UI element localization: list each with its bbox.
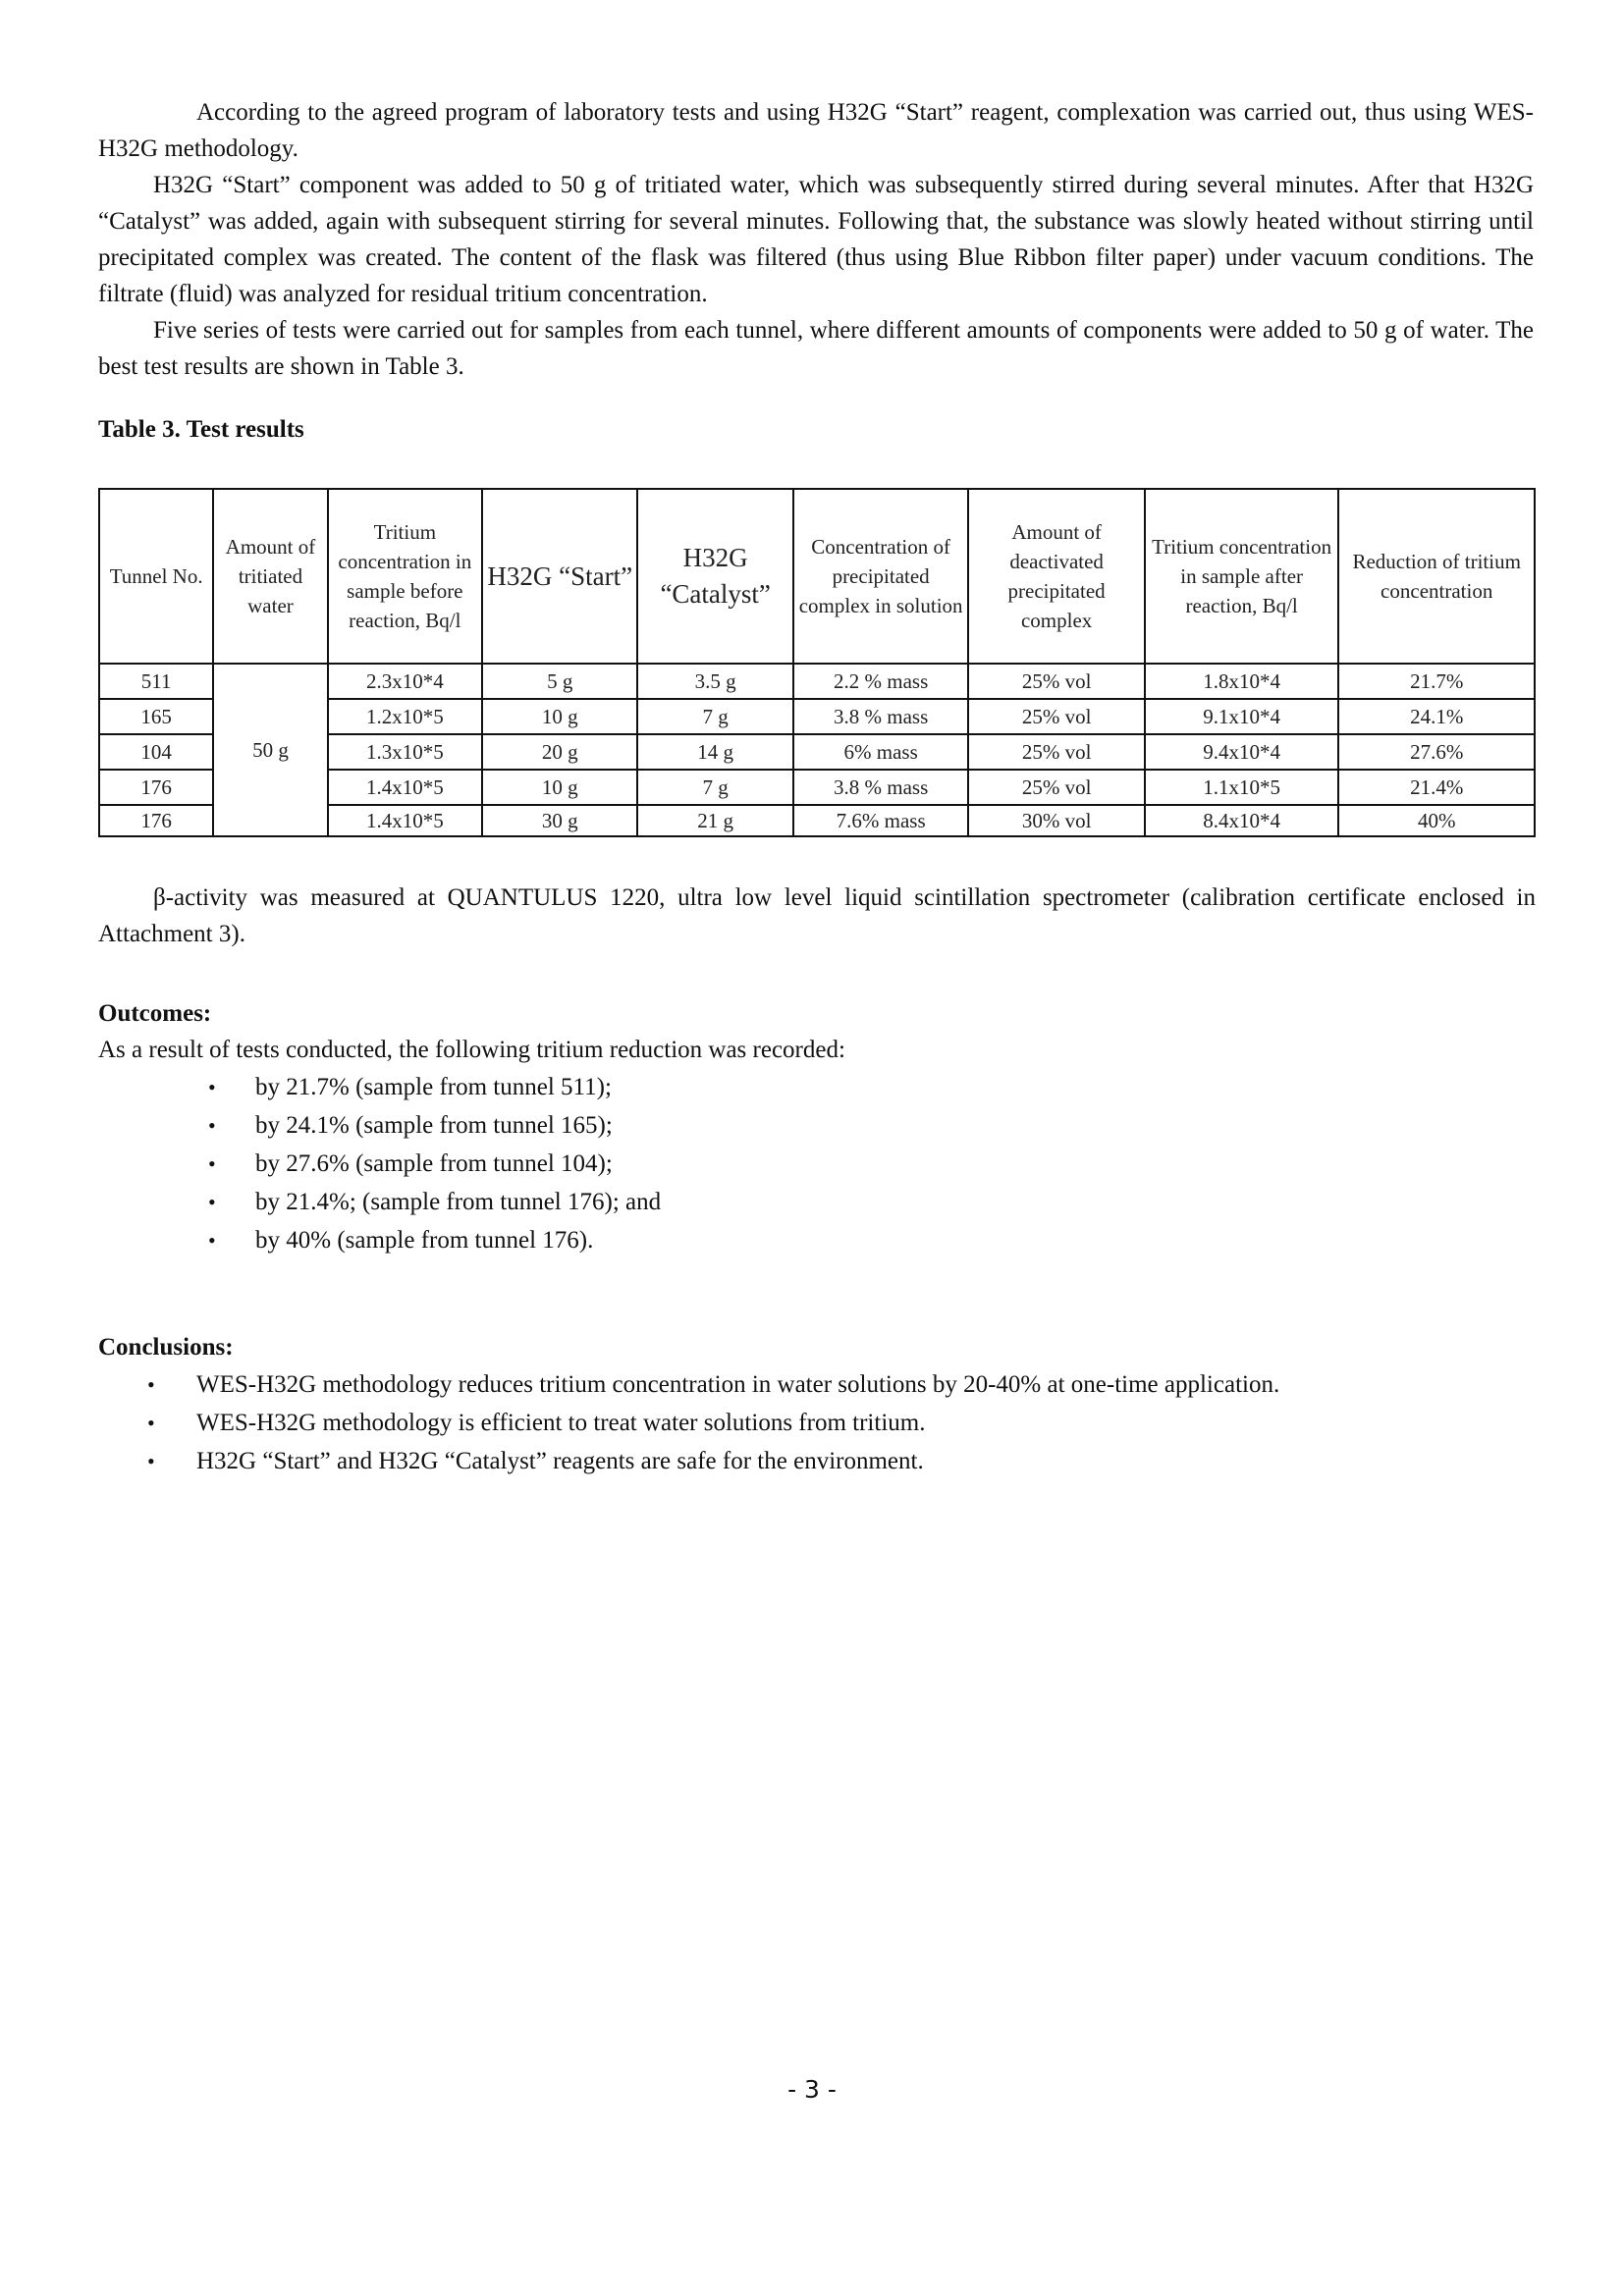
list-item-text: by 27.6% (sample from tunnel 104);	[255, 1150, 613, 1177]
bullet-icon: •	[147, 1411, 155, 1435]
cell-before: 1.2x10*5	[328, 699, 482, 734]
cell-before: 1.4x10*5	[328, 805, 482, 836]
table-title: Table 3. Test results	[98, 416, 304, 443]
cell-tunnel: 165	[99, 699, 213, 734]
list-item-text: by 21.4%; (sample from tunnel 176); and	[255, 1189, 662, 1215]
results-table	[98, 488, 1536, 837]
list-item-text: by 21.7% (sample from tunnel 511);	[255, 1074, 612, 1100]
bullet-icon: •	[208, 1075, 216, 1099]
conclusions-heading: Conclusions:	[98, 1334, 234, 1361]
list-item-text: by 40% (sample from tunnel 176).	[255, 1227, 594, 1254]
cell-start: 10 g	[482, 699, 637, 734]
cell-reduction: 21.4%	[1338, 770, 1535, 805]
outcomes-intro: As a result of tests conducted, the following tritium reduction was recorded:	[98, 1037, 845, 1063]
list-item	[98, 1221, 1536, 1259]
cell-catalyst: 14 g	[637, 734, 792, 770]
cell-after: 8.4x10*4	[1145, 805, 1339, 836]
cell-reduction: 21.7%	[1338, 664, 1535, 699]
header-concentration: Concentration of precipitated complex in solution	[793, 489, 968, 664]
cell-start: 20 g	[482, 734, 637, 770]
header-catalyst: H32G “Catalyst”	[637, 489, 792, 664]
intro-section	[98, 94, 1534, 385]
cell-start: 5 g	[482, 664, 637, 699]
cell-tunnel: 176	[99, 805, 213, 836]
cell-deactivated: 25% vol	[968, 770, 1144, 805]
cell-deactivated: 30% vol	[968, 805, 1144, 836]
list-item	[98, 1068, 1536, 1106]
list-item	[98, 1106, 1536, 1145]
cell-catalyst: 7 g	[637, 699, 792, 734]
bullet-icon: •	[208, 1113, 216, 1138]
intro-paragraph-2: H32G “Start” component was added to 50 g of tritiated water, which was subsequently stirred during several minutes. After that H32G “Catalyst” was added, again with subsequent stirring for several minutes. Following that, the substance was slowly heated without stirring until precipitated complex was created. The content of the flask was filtered (thus using Blue Ribbon filter paper) under vacuum conditions. The filtrate (fluid) was analyzed for residual tritium concentration.	[98, 172, 1534, 307]
cell-after: 9.1x10*4	[1145, 699, 1339, 734]
list-item-text: WES-H32G methodology is efficient to treat water solutions from tritium.	[196, 1410, 926, 1436]
bullet-icon: •	[208, 1151, 216, 1176]
cell-tunnel: 511	[99, 664, 213, 699]
table-row	[99, 664, 1535, 699]
cell-before: 2.3x10*4	[328, 664, 482, 699]
cell-start: 30 g	[482, 805, 637, 836]
header-before: Tritium concentration in sample before reaction, Bq/l	[328, 489, 482, 664]
table-header-row	[99, 489, 1535, 664]
page-number: - 3 -	[787, 2075, 837, 2104]
header-tunnel: Tunnel No.	[99, 489, 213, 664]
intro-paragraph-1: According to the agreed program of laboratory tests and using H32G “Start” reagent, complexation was carried out, thus using WES-H32G methodology.	[98, 99, 1534, 162]
cell-reduction: 24.1%	[1338, 699, 1535, 734]
cell-concentration: 2.2 % mass	[793, 664, 968, 699]
outcomes-section	[98, 995, 1536, 1259]
cell-concentration: 6% mass	[793, 734, 968, 770]
cell-tunnel: 104	[99, 734, 213, 770]
measurement-paragraph: β-activity was measured at QUANTULUS 1220, ultra low level liquid scintillation spectrometer (calibration certificate enclosed in Attachment 3).	[98, 884, 1536, 947]
list-item	[98, 1442, 1536, 1480]
list-item-text: H32G “Start” and H32G “Catalyst” reagents are safe for the environment.	[196, 1448, 924, 1474]
cell-after: 1.1x10*5	[1145, 770, 1339, 805]
header-deactivated: Amount of deactivated precipitated complex	[968, 489, 1144, 664]
cell-deactivated: 25% vol	[968, 699, 1144, 734]
list-item	[98, 1145, 1536, 1183]
bullet-icon: •	[147, 1372, 155, 1397]
list-item	[98, 1183, 1536, 1221]
bullet-icon: •	[208, 1190, 216, 1214]
cell-before: 1.3x10*5	[328, 734, 482, 770]
cell-catalyst: 3.5 g	[637, 664, 792, 699]
header-after: Tritium concentration in sample after reaction, Bq/l	[1145, 489, 1339, 664]
cell-after: 1.8x10*4	[1145, 664, 1339, 699]
cell-after: 9.4x10*4	[1145, 734, 1339, 770]
outcomes-heading: Outcomes:	[98, 1000, 212, 1027]
cell-catalyst: 7 g	[637, 770, 792, 805]
cell-reduction: 27.6%	[1338, 734, 1535, 770]
outcomes-list	[98, 1068, 1536, 1259]
header-reduction: Reduction of tritium concentration	[1338, 489, 1535, 664]
cell-concentration: 7.6% mass	[793, 805, 968, 836]
list-item-text: WES-H32G methodology reduces tritium concentration in water solutions by 20-40% at one-time application.	[196, 1371, 1280, 1398]
conclusions-section	[98, 1329, 1536, 1480]
cell-deactivated: 25% vol	[968, 664, 1144, 699]
bullet-icon: •	[147, 1449, 155, 1473]
list-item-text: by 24.1% (sample from tunnel 165);	[255, 1112, 613, 1139]
cell-deactivated: 25% vol	[968, 734, 1144, 770]
cell-concentration: 3.8 % mass	[793, 699, 968, 734]
header-water: Amount of tritiated water	[213, 489, 327, 664]
measurement-section	[98, 880, 1536, 952]
header-start: H32G “Start”	[482, 489, 637, 664]
bullet-icon: •	[208, 1228, 216, 1253]
cell-tunnel: 176	[99, 770, 213, 805]
cell-catalyst: 21 g	[637, 805, 792, 836]
list-item	[98, 1404, 1536, 1442]
cell-before: 1.4x10*5	[328, 770, 482, 805]
cell-concentration: 3.8 % mass	[793, 770, 968, 805]
cell-reduction: 40%	[1338, 805, 1535, 836]
conclusions-list	[98, 1365, 1536, 1480]
list-item	[98, 1365, 1536, 1404]
cell-water: 50 g	[213, 664, 327, 836]
cell-start: 10 g	[482, 770, 637, 805]
intro-paragraph-3: Five series of tests were carried out for samples from each tunnel, where different amounts of components were added to 50 g of water. The best test results are shown in Table 3.	[98, 317, 1534, 380]
